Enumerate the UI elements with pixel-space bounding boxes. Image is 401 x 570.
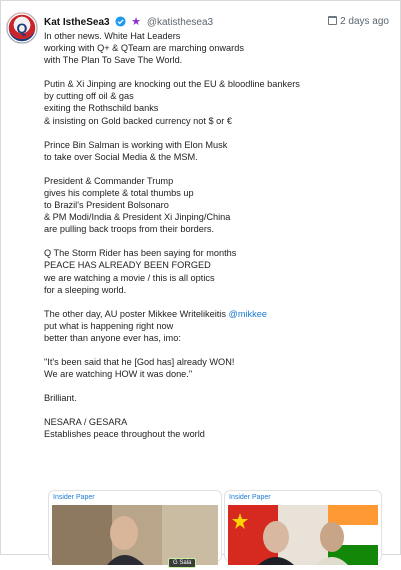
svg-text:Q: Q bbox=[16, 20, 28, 36]
paragraph: NESARA / GESARA Establishes peace throughout the world bbox=[44, 417, 205, 440]
mention-link[interactable]: @mikkee bbox=[228, 308, 267, 319]
purple-star-icon: ★ bbox=[131, 16, 142, 28]
link-card[interactable] bbox=[224, 490, 382, 562]
paragraph-with-mention bbox=[44, 308, 384, 344]
paragraph: In other news. White Hat Leaders working with Q+ & QTeam are marching onwards with The Plan To Save The World. bbox=[44, 31, 244, 66]
author-name[interactable]: Kat IstheSea3 bbox=[44, 17, 110, 28]
photo-leaders bbox=[228, 505, 378, 565]
post-body bbox=[44, 30, 384, 452]
author-handle[interactable]: @katisthesea3 bbox=[146, 17, 214, 28]
link-card[interactable] bbox=[48, 490, 222, 566]
card-source: Insider Paper bbox=[229, 494, 271, 501]
photo-portrait bbox=[52, 505, 218, 565]
paragraph-text: put what is happening right now better than anyone ever has, imo: bbox=[44, 320, 181, 343]
paragraph-text: The other day, AU poster Mikkee Writelikeitis bbox=[44, 308, 229, 319]
timestamp[interactable] bbox=[328, 14, 389, 30]
verified-check-icon bbox=[115, 16, 126, 27]
paragraph: "It's been said that he [God has] already WON! We are watching HOW it was done." bbox=[44, 356, 235, 380]
paragraph: Q The Storm Rider has been saying for months PEACE HAS ALREADY BEEN FORGED we are watching a movie / this is all optics for a sleeping world. bbox=[44, 248, 237, 295]
timestamp-text: 2 days ago bbox=[340, 16, 389, 27]
avatar[interactable] bbox=[6, 12, 38, 44]
card-pill: G Sala bbox=[168, 558, 196, 568]
paragraph: President & Commander Trump gives his complete & total thumbs up to Brazil's President Bolsonaro & PM Modi/India & President Xi Jinping/China are pulling back troops from their borders. bbox=[44, 175, 231, 235]
card-source: Insider Paper bbox=[53, 494, 95, 501]
link-previews bbox=[44, 490, 384, 566]
post-header bbox=[44, 14, 389, 30]
paragraph: Putin & Xi Jinping are knocking out the EU & bloodline bankers by cutting off oil & gas exiting the Rothschild banks & insisting on Gold backed currency not $ or € bbox=[44, 79, 300, 126]
card-image bbox=[228, 505, 378, 561]
calendar-icon bbox=[328, 16, 337, 25]
paragraph: Brilliant. bbox=[44, 393, 77, 404]
card-image bbox=[52, 505, 218, 566]
q-logo-icon bbox=[7, 13, 37, 43]
paragraph: Prince Bin Salman is working with Elon Musk to take over Social Media & the MSM. bbox=[44, 139, 228, 162]
